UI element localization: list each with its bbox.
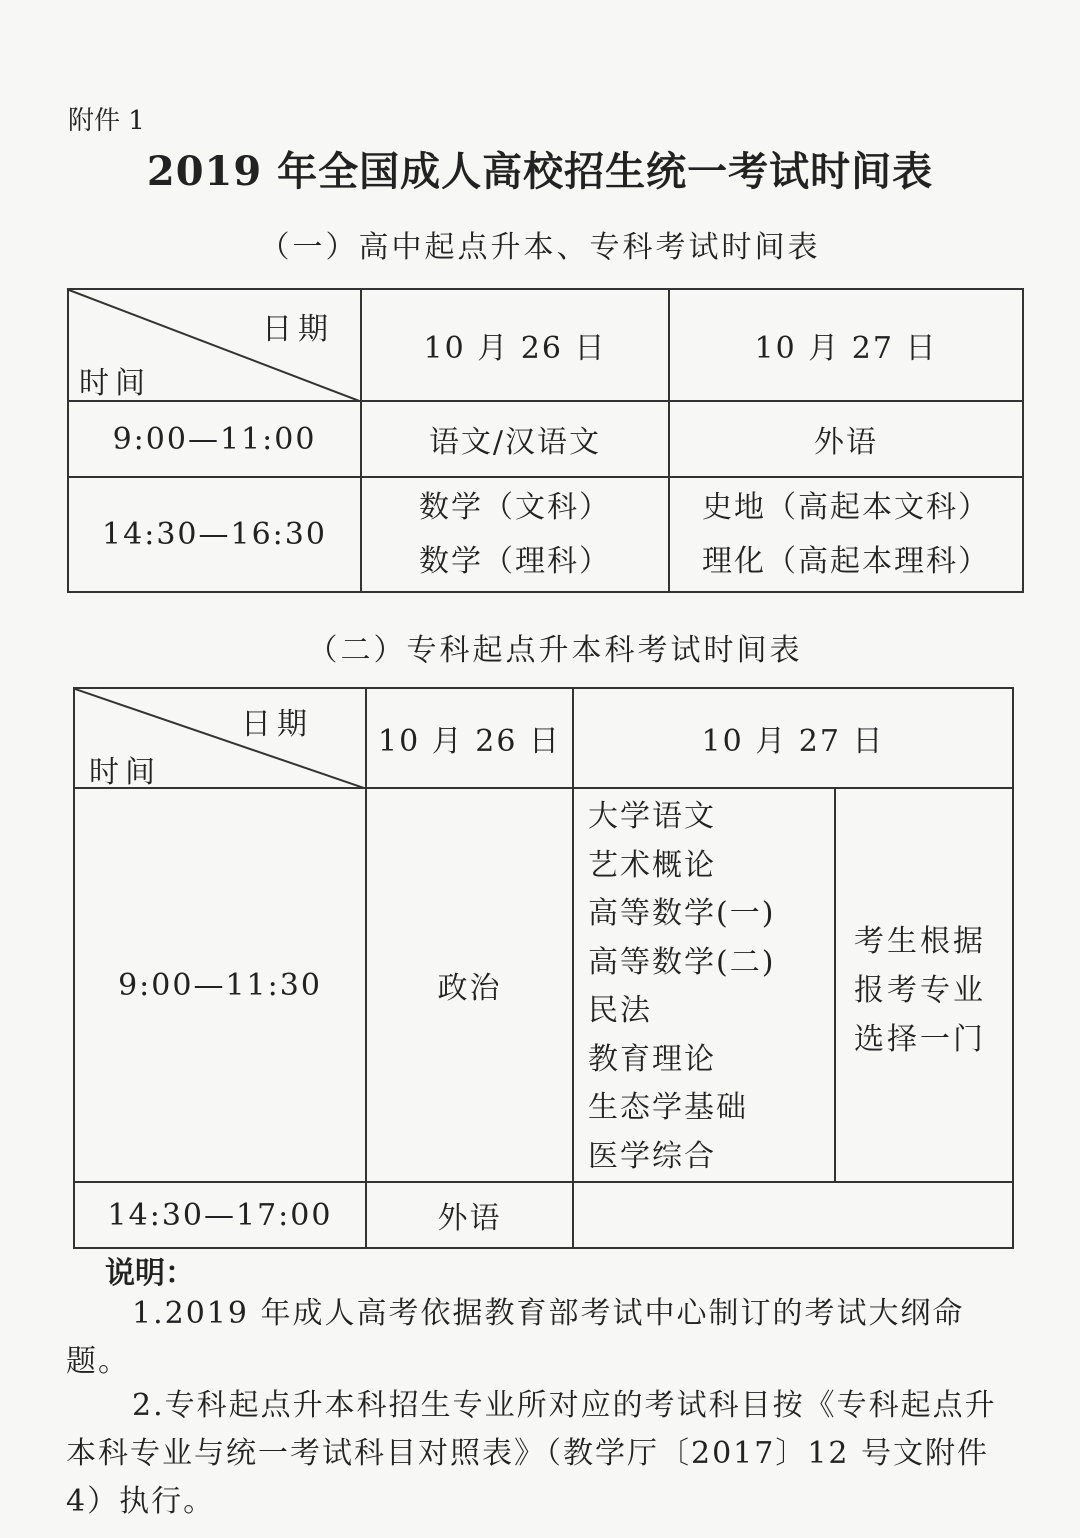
section1-row2-day2 (669, 477, 1023, 592)
section2-row1-day1: 政治 (366, 788, 573, 1182)
subject-line: 史地（高起本文科） (702, 489, 990, 525)
subject-item: 高等数学(一) (588, 896, 776, 931)
section2-date-col2: 10 月 27 日 (573, 688, 1013, 788)
subject-line: 数学（文科） (419, 489, 611, 525)
subject-item: 大学语文 (588, 799, 716, 834)
section1-row1-day1: 语文/汉语文 (361, 401, 669, 477)
subject-line: 理化（高起本理科） (702, 543, 990, 579)
note-line: 考生根据 (854, 924, 986, 959)
section1-row1-time: 9:00—11:00 (68, 401, 361, 477)
header-time-label: 时间 (79, 366, 151, 401)
section2-row2-day2 (573, 1182, 1013, 1248)
section1-table (67, 288, 1024, 593)
section2-subtitle: （二）专科起点升本科考试时间表 (307, 633, 803, 668)
section2-header-diagonal-cell (74, 688, 366, 788)
note-line: 报考专业 (854, 973, 986, 1008)
notes-heading: 说明： (105, 1256, 195, 1291)
section1-header-diagonal-cell (68, 289, 361, 401)
section1-date-col2: 10 月 27 日 (669, 289, 1023, 401)
section1-row1-day2: 外语 (669, 401, 1023, 477)
section2-table (73, 687, 1014, 1249)
note-item-2: 2.专科起点升本科招生专业所对应的考试科目按《专科起点升本科专业与统一考试科目对照表》（教学厅〔2017〕12 号文附件 4）执行。 (66, 1388, 997, 1519)
header-time-label: 时间 (89, 755, 161, 790)
section2-subject-list (573, 788, 835, 1182)
subject-item: 医学综合 (588, 1138, 716, 1174)
header-date-label: 日期 (262, 312, 334, 347)
subject-item: 高等数学(二) (588, 944, 776, 980)
note-item-1: 1.2019 年成人高考依据教育部考试中心制订的考试大纲命题。 (66, 1296, 965, 1379)
subject-item: 生态学基础 (588, 1090, 748, 1125)
note-line: 选择一门 (854, 1022, 986, 1057)
subject-item: 民法 (588, 993, 652, 1028)
subject-line: 数学（理科） (419, 543, 611, 579)
document-title: 2019 年全国成人高校招生统一考试时间表 (146, 148, 934, 195)
section2-row1-time: 9:00—11:30 (74, 788, 366, 1182)
section2-date-col1: 10 月 26 日 (366, 688, 573, 788)
section2-selection-note (835, 788, 1013, 1182)
section1-row2-day1 (361, 477, 669, 592)
header-date-label: 日期 (241, 707, 313, 742)
section1-row2-time: 14:30—16:30 (68, 477, 361, 592)
section2-row2-time: 14:30—17:00 (74, 1182, 366, 1248)
section2-row2-day1: 外语 (366, 1182, 573, 1248)
section1-subtitle: （一）高中起点升本、专科考试时间表 (259, 230, 821, 265)
subject-item: 教育理论 (588, 1041, 716, 1077)
subject-item: 艺术概论 (588, 847, 716, 883)
section1-date-col1: 10 月 26 日 (361, 289, 669, 401)
attachment-label: 附件 1 (68, 106, 145, 136)
